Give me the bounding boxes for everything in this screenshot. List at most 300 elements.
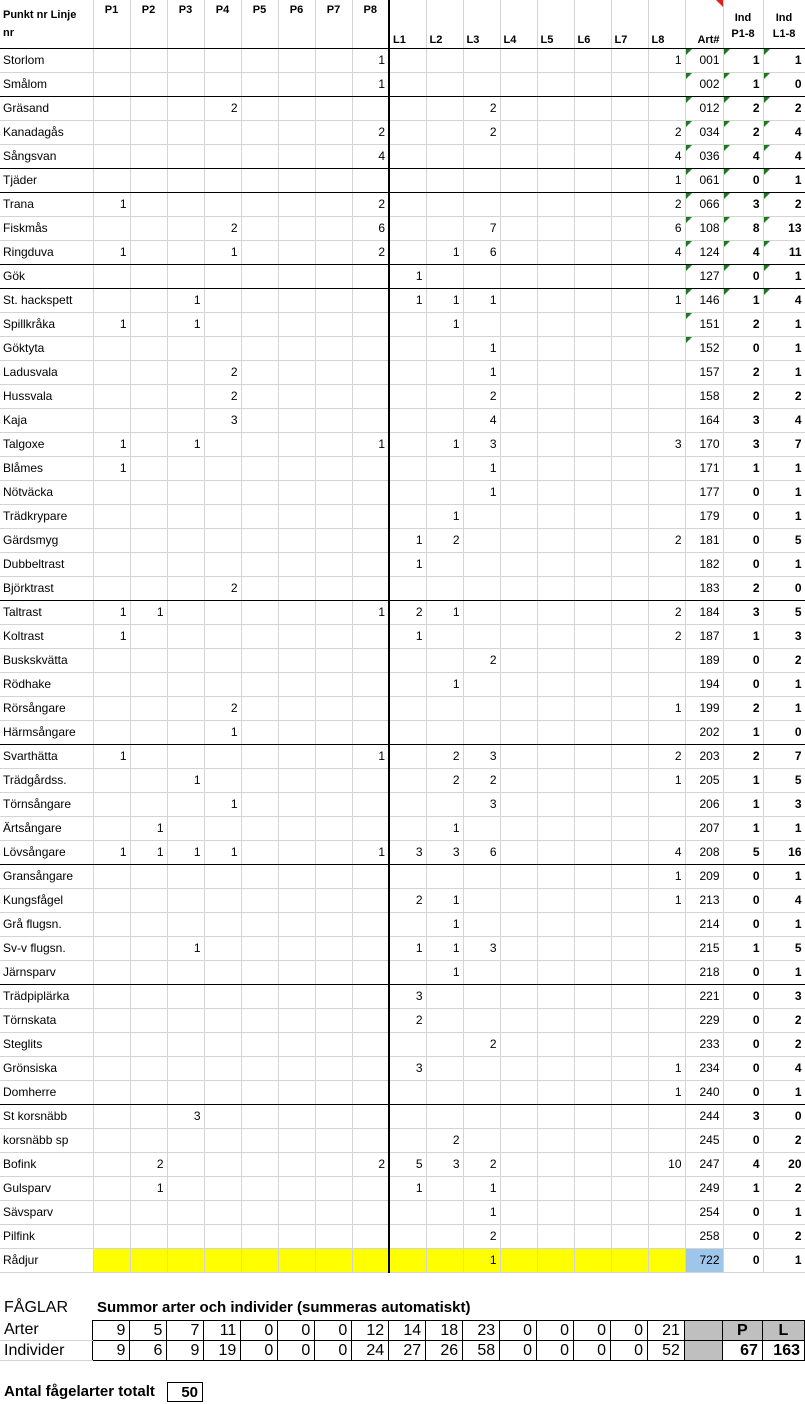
cell-p1[interactable] <box>93 888 130 912</box>
cell-p5[interactable] <box>241 1176 278 1200</box>
cell-l4[interactable] <box>500 288 537 312</box>
cell-l4[interactable] <box>500 240 537 264</box>
cell-l4[interactable] <box>500 744 537 768</box>
arter-sum-cell[interactable]: 0 <box>537 1321 574 1341</box>
l-grand-total[interactable]: 163 <box>762 1341 804 1361</box>
cell-p1[interactable] <box>93 1104 130 1128</box>
ind-p-total[interactable] <box>723 144 763 168</box>
ind-p-total[interactable] <box>723 1152 763 1176</box>
cell-l5[interactable] <box>537 504 574 528</box>
cell-l3[interactable] <box>463 48 500 72</box>
cell-l8[interactable] <box>648 264 685 288</box>
ind-p-total[interactable] <box>723 288 763 312</box>
ind-l-total[interactable] <box>763 432 805 456</box>
cell-p6[interactable] <box>278 240 315 264</box>
cell-p6[interactable] <box>278 264 315 288</box>
cell-p2[interactable] <box>130 768 167 792</box>
individer-sum-cell[interactable]: 0 <box>574 1341 611 1361</box>
arter-sum-cell[interactable]: 7 <box>167 1321 204 1341</box>
ind-p-total[interactable] <box>723 1056 763 1080</box>
cell-p4[interactable] <box>204 1248 241 1272</box>
cell-l5[interactable] <box>537 768 574 792</box>
cell-p2[interactable] <box>130 504 167 528</box>
cell-p3[interactable] <box>167 1248 204 1272</box>
cell-p5[interactable] <box>241 912 278 936</box>
cell-l7[interactable] <box>611 1176 648 1200</box>
cell-p6[interactable] <box>278 864 315 888</box>
cell-p7[interactable] <box>315 576 352 600</box>
cell-l3[interactable]: 3 <box>463 432 500 456</box>
cell-p4[interactable]: 1 <box>204 840 241 864</box>
cell-l3[interactable] <box>463 1080 500 1104</box>
cell-p6[interactable] <box>278 336 315 360</box>
cell-p8[interactable] <box>352 1248 389 1272</box>
ind-p-total[interactable] <box>723 384 763 408</box>
ind-p-total[interactable] <box>723 888 763 912</box>
cell-p5[interactable] <box>241 744 278 768</box>
cell-p5[interactable] <box>241 696 278 720</box>
cell-p3[interactable] <box>167 1008 204 1032</box>
cell-l5[interactable] <box>537 672 574 696</box>
cell-p2[interactable] <box>130 360 167 384</box>
cell-l7[interactable] <box>611 912 648 936</box>
cell-p6[interactable] <box>278 432 315 456</box>
cell-l5[interactable] <box>537 888 574 912</box>
ind-p-total[interactable] <box>723 720 763 744</box>
cell-p1[interactable] <box>93 1248 130 1272</box>
cell-p7[interactable] <box>315 1080 352 1104</box>
ind-l-total[interactable] <box>763 288 805 312</box>
cell-p3[interactable] <box>167 240 204 264</box>
arter-sum-cell[interactable]: 21 <box>647 1321 684 1341</box>
art-number[interactable] <box>685 1176 723 1200</box>
header-l3[interactable]: L3 <box>463 0 500 48</box>
cell-l7[interactable] <box>611 72 648 96</box>
cell-l6[interactable] <box>574 720 611 744</box>
art-number[interactable] <box>685 312 723 336</box>
ind-l-total[interactable] <box>763 1032 805 1056</box>
cell-p8[interactable] <box>352 816 389 840</box>
cell-l1[interactable] <box>389 816 426 840</box>
cell-p4[interactable] <box>204 1032 241 1056</box>
species-name[interactable]: Ladusvala <box>0 360 93 384</box>
cell-p1[interactable] <box>93 1176 130 1200</box>
cell-l2[interactable]: 1 <box>426 504 463 528</box>
cell-p5[interactable] <box>241 360 278 384</box>
cell-l6[interactable] <box>574 1008 611 1032</box>
cell-p7[interactable] <box>315 1200 352 1224</box>
cell-p7[interactable] <box>315 1224 352 1248</box>
cell-p1[interactable] <box>93 216 130 240</box>
cell-l6[interactable] <box>574 984 611 1008</box>
cell-l5[interactable] <box>537 192 574 216</box>
cell-p6[interactable] <box>278 480 315 504</box>
cell-p4[interactable] <box>204 1056 241 1080</box>
cell-p1[interactable] <box>93 48 130 72</box>
cell-l1[interactable] <box>389 1032 426 1056</box>
cell-l2[interactable] <box>426 720 463 744</box>
cell-l2[interactable]: 1 <box>426 960 463 984</box>
cell-l6[interactable] <box>574 456 611 480</box>
cell-l2[interactable] <box>426 120 463 144</box>
ind-p-total[interactable] <box>723 1248 763 1272</box>
cell-l3[interactable] <box>463 600 500 624</box>
cell-p6[interactable] <box>278 504 315 528</box>
cell-p7[interactable] <box>315 504 352 528</box>
cell-p4[interactable]: 1 <box>204 240 241 264</box>
cell-p8[interactable] <box>352 312 389 336</box>
species-name[interactable]: Sv-v flugsn. <box>0 936 93 960</box>
cell-p4[interactable] <box>204 768 241 792</box>
cell-p4[interactable] <box>204 1200 241 1224</box>
ind-p-total[interactable] <box>723 1128 763 1152</box>
cell-p4[interactable] <box>204 1104 241 1128</box>
cell-l2[interactable]: 3 <box>426 840 463 864</box>
cell-l1[interactable] <box>389 672 426 696</box>
cell-p6[interactable] <box>278 960 315 984</box>
cell-l1[interactable] <box>389 72 426 96</box>
cell-p5[interactable] <box>241 984 278 1008</box>
cell-p7[interactable] <box>315 192 352 216</box>
cell-l3[interactable]: 6 <box>463 840 500 864</box>
cell-p5[interactable] <box>241 624 278 648</box>
cell-p5[interactable] <box>241 240 278 264</box>
cell-l4[interactable] <box>500 624 537 648</box>
cell-l4[interactable] <box>500 384 537 408</box>
cell-l8[interactable] <box>648 1200 685 1224</box>
cell-p8[interactable] <box>352 696 389 720</box>
cell-p2[interactable] <box>130 384 167 408</box>
cell-l7[interactable] <box>611 96 648 120</box>
ind-l-total[interactable] <box>763 504 805 528</box>
cell-l5[interactable] <box>537 96 574 120</box>
cell-p4[interactable] <box>204 936 241 960</box>
cell-l4[interactable] <box>500 960 537 984</box>
cell-l7[interactable] <box>611 1200 648 1224</box>
cell-p7[interactable] <box>315 600 352 624</box>
cell-p8[interactable] <box>352 96 389 120</box>
ind-l-total[interactable] <box>763 1104 805 1128</box>
cell-p2[interactable] <box>130 264 167 288</box>
cell-l3[interactable] <box>463 264 500 288</box>
cell-p7[interactable] <box>315 456 352 480</box>
cell-p5[interactable] <box>241 48 278 72</box>
cell-l3[interactable] <box>463 816 500 840</box>
cell-p3[interactable] <box>167 360 204 384</box>
cell-p3[interactable] <box>167 672 204 696</box>
cell-l3[interactable]: 2 <box>463 96 500 120</box>
cell-p1[interactable] <box>93 1200 130 1224</box>
header-art[interactable] <box>685 0 723 48</box>
cell-l2[interactable] <box>426 864 463 888</box>
ind-l-total[interactable] <box>763 168 805 192</box>
species-name[interactable]: Koltrast <box>0 624 93 648</box>
header-ind-p[interactable]: Ind P1-8 <box>723 0 763 48</box>
cell-p3[interactable] <box>167 192 204 216</box>
ind-p-total[interactable] <box>723 48 763 72</box>
cell-l1[interactable] <box>389 1128 426 1152</box>
cell-l7[interactable] <box>611 552 648 576</box>
cell-l2[interactable] <box>426 48 463 72</box>
cell-p5[interactable] <box>241 288 278 312</box>
cell-p7[interactable] <box>315 912 352 936</box>
cell-p1[interactable] <box>93 912 130 936</box>
cell-p2[interactable] <box>130 144 167 168</box>
cell-l6[interactable] <box>574 744 611 768</box>
cell-p6[interactable] <box>278 1176 315 1200</box>
arter-sum-cell[interactable]: 0 <box>574 1321 611 1341</box>
cell-l8[interactable] <box>648 312 685 336</box>
individer-sum-cell[interactable]: 0 <box>537 1341 574 1361</box>
cell-p2[interactable] <box>130 744 167 768</box>
cell-p8[interactable] <box>352 1080 389 1104</box>
cell-p8[interactable] <box>352 456 389 480</box>
cell-l8[interactable] <box>648 96 685 120</box>
cell-p4[interactable] <box>204 1008 241 1032</box>
ind-l-total[interactable] <box>763 696 805 720</box>
cell-l3[interactable]: 1 <box>463 1200 500 1224</box>
cell-l2[interactable] <box>426 408 463 432</box>
cell-l4[interactable] <box>500 192 537 216</box>
cell-p2[interactable] <box>130 1104 167 1128</box>
cell-p6[interactable] <box>278 840 315 864</box>
ind-l-total[interactable] <box>763 864 805 888</box>
cell-l1[interactable] <box>389 912 426 936</box>
ind-l-total[interactable] <box>763 816 805 840</box>
cell-l8[interactable]: 1 <box>648 1080 685 1104</box>
cell-p6[interactable] <box>278 96 315 120</box>
ind-p-total[interactable] <box>723 1224 763 1248</box>
cell-l5[interactable] <box>537 648 574 672</box>
cell-l6[interactable] <box>574 240 611 264</box>
cell-l4[interactable] <box>500 120 537 144</box>
cell-l5[interactable] <box>537 912 574 936</box>
art-number[interactable] <box>685 1080 723 1104</box>
art-number[interactable] <box>685 384 723 408</box>
cell-l5[interactable] <box>537 840 574 864</box>
cell-l4[interactable] <box>500 912 537 936</box>
cell-p8[interactable] <box>352 888 389 912</box>
art-number[interactable] <box>685 984 723 1008</box>
cell-l3[interactable]: 1 <box>463 336 500 360</box>
cell-p2[interactable] <box>130 240 167 264</box>
cell-l3[interactable] <box>463 960 500 984</box>
cell-l6[interactable] <box>574 432 611 456</box>
arter-sum-cell[interactable]: 0 <box>241 1321 278 1341</box>
cell-p8[interactable]: 1 <box>352 48 389 72</box>
cell-p1[interactable] <box>93 648 130 672</box>
cell-l5[interactable] <box>537 624 574 648</box>
cell-p4[interactable] <box>204 312 241 336</box>
species-name[interactable]: Gulsparv <box>0 1176 93 1200</box>
cell-l7[interactable] <box>611 360 648 384</box>
cell-p8[interactable] <box>352 912 389 936</box>
cell-p1[interactable] <box>93 1056 130 1080</box>
cell-l8[interactable] <box>648 72 685 96</box>
cell-l1[interactable] <box>389 744 426 768</box>
cell-p4[interactable] <box>204 1176 241 1200</box>
cell-l1[interactable] <box>389 1080 426 1104</box>
cell-l2[interactable] <box>426 96 463 120</box>
species-name[interactable]: Järnsparv <box>0 960 93 984</box>
cell-p4[interactable] <box>204 624 241 648</box>
art-number[interactable] <box>685 1032 723 1056</box>
ind-p-total[interactable] <box>723 240 763 264</box>
species-name[interactable]: Dubbeltrast <box>0 552 93 576</box>
cell-p8[interactable]: 1 <box>352 600 389 624</box>
cell-p1[interactable]: 1 <box>93 840 130 864</box>
art-number[interactable] <box>685 552 723 576</box>
cell-l2[interactable]: 1 <box>426 288 463 312</box>
cell-l3[interactable] <box>463 720 500 744</box>
cell-p7[interactable] <box>315 984 352 1008</box>
ind-l-total[interactable] <box>763 408 805 432</box>
cell-l4[interactable] <box>500 432 537 456</box>
cell-l1[interactable]: 1 <box>389 264 426 288</box>
cell-l4[interactable] <box>500 1224 537 1248</box>
cell-l6[interactable] <box>574 408 611 432</box>
cell-l6[interactable] <box>574 96 611 120</box>
cell-l6[interactable] <box>574 1104 611 1128</box>
cell-l3[interactable]: 3 <box>463 744 500 768</box>
cell-p8[interactable]: 1 <box>352 72 389 96</box>
ind-l-total[interactable] <box>763 336 805 360</box>
ind-p-total[interactable] <box>723 1032 763 1056</box>
cell-l1[interactable] <box>389 1104 426 1128</box>
cell-l5[interactable] <box>537 1032 574 1056</box>
cell-l6[interactable] <box>574 576 611 600</box>
cell-l2[interactable] <box>426 456 463 480</box>
cell-l1[interactable] <box>389 864 426 888</box>
cell-p8[interactable] <box>352 480 389 504</box>
art-number[interactable] <box>685 336 723 360</box>
cell-p5[interactable] <box>241 1008 278 1032</box>
ind-l-total[interactable] <box>763 936 805 960</box>
art-number[interactable] <box>685 720 723 744</box>
cell-l7[interactable] <box>611 384 648 408</box>
arter-sum-cell[interactable]: 0 <box>500 1321 537 1341</box>
cell-l5[interactable] <box>537 1008 574 1032</box>
cell-p5[interactable] <box>241 576 278 600</box>
ind-l-total[interactable] <box>763 48 805 72</box>
cell-l7[interactable] <box>611 1128 648 1152</box>
cell-p6[interactable] <box>278 552 315 576</box>
cell-p7[interactable] <box>315 96 352 120</box>
cell-p1[interactable] <box>93 408 130 432</box>
ind-l-total[interactable] <box>763 720 805 744</box>
ind-p-total[interactable] <box>723 456 763 480</box>
art-number[interactable] <box>685 1008 723 1032</box>
cell-p1[interactable] <box>93 720 130 744</box>
individer-sum-cell[interactable]: 0 <box>278 1341 315 1361</box>
cell-p1[interactable] <box>93 264 130 288</box>
cell-l4[interactable] <box>500 480 537 504</box>
cell-p3[interactable] <box>167 216 204 240</box>
cell-l6[interactable] <box>574 312 611 336</box>
cell-l7[interactable] <box>611 648 648 672</box>
header-p6[interactable]: P6 <box>278 0 315 48</box>
ind-l-total[interactable] <box>763 96 805 120</box>
ind-l-total[interactable] <box>763 840 805 864</box>
cell-l5[interactable] <box>537 432 574 456</box>
cell-l3[interactable] <box>463 984 500 1008</box>
ind-p-total[interactable] <box>723 744 763 768</box>
cell-p6[interactable] <box>278 1224 315 1248</box>
cell-l8[interactable] <box>648 720 685 744</box>
species-name[interactable]: Hussvala <box>0 384 93 408</box>
cell-p8[interactable] <box>352 528 389 552</box>
cell-l8[interactable]: 1 <box>648 864 685 888</box>
art-number[interactable] <box>685 816 723 840</box>
species-name[interactable]: Grönsiska <box>0 1056 93 1080</box>
cell-p5[interactable] <box>241 888 278 912</box>
cell-l3[interactable] <box>463 144 500 168</box>
cell-l6[interactable] <box>574 336 611 360</box>
species-name[interactable]: Rödhake <box>0 672 93 696</box>
cell-l6[interactable] <box>574 960 611 984</box>
art-number[interactable] <box>685 1128 723 1152</box>
cell-l8[interactable] <box>648 576 685 600</box>
cell-p7[interactable] <box>315 480 352 504</box>
total-species-value[interactable]: 50 <box>167 1382 203 1402</box>
cell-l3[interactable] <box>463 1056 500 1080</box>
cell-l1[interactable] <box>389 1248 426 1272</box>
cell-p3[interactable] <box>167 1152 204 1176</box>
cell-l1[interactable] <box>389 336 426 360</box>
cell-p2[interactable] <box>130 672 167 696</box>
art-number[interactable] <box>685 912 723 936</box>
cell-p4[interactable]: 2 <box>204 576 241 600</box>
cell-l5[interactable] <box>537 816 574 840</box>
cell-p4[interactable] <box>204 1152 241 1176</box>
cell-l4[interactable] <box>500 96 537 120</box>
ind-l-total[interactable] <box>763 600 805 624</box>
cell-p3[interactable]: 1 <box>167 312 204 336</box>
species-name[interactable]: Björktrast <box>0 576 93 600</box>
ind-p-total[interactable] <box>723 696 763 720</box>
cell-p1[interactable]: 1 <box>93 432 130 456</box>
cell-p4[interactable]: 2 <box>204 96 241 120</box>
cell-l8[interactable] <box>648 792 685 816</box>
cell-l5[interactable] <box>537 1152 574 1176</box>
cell-p4[interactable] <box>204 336 241 360</box>
cell-l5[interactable] <box>537 264 574 288</box>
species-name[interactable]: Törnsångare <box>0 792 93 816</box>
cell-l6[interactable] <box>574 1248 611 1272</box>
cell-l1[interactable]: 1 <box>389 624 426 648</box>
cell-l6[interactable] <box>574 384 611 408</box>
header-p7[interactable]: P7 <box>315 0 352 48</box>
cell-p2[interactable] <box>130 792 167 816</box>
cell-l4[interactable] <box>500 48 537 72</box>
cell-p4[interactable] <box>204 864 241 888</box>
cell-l4[interactable] <box>500 648 537 672</box>
ind-p-total[interactable] <box>723 672 763 696</box>
cell-p1[interactable] <box>93 672 130 696</box>
cell-p3[interactable] <box>167 912 204 936</box>
cell-l8[interactable]: 2 <box>648 192 685 216</box>
art-number[interactable] <box>685 960 723 984</box>
cell-p2[interactable] <box>130 480 167 504</box>
cell-l2[interactable]: 1 <box>426 312 463 336</box>
cell-l6[interactable] <box>574 1032 611 1056</box>
art-number[interactable] <box>685 1056 723 1080</box>
species-name[interactable]: Talgoxe <box>0 432 93 456</box>
cell-l5[interactable] <box>537 72 574 96</box>
cell-l8[interactable] <box>648 504 685 528</box>
individer-sum-cell[interactable]: 0 <box>241 1341 278 1361</box>
cell-l4[interactable] <box>500 312 537 336</box>
